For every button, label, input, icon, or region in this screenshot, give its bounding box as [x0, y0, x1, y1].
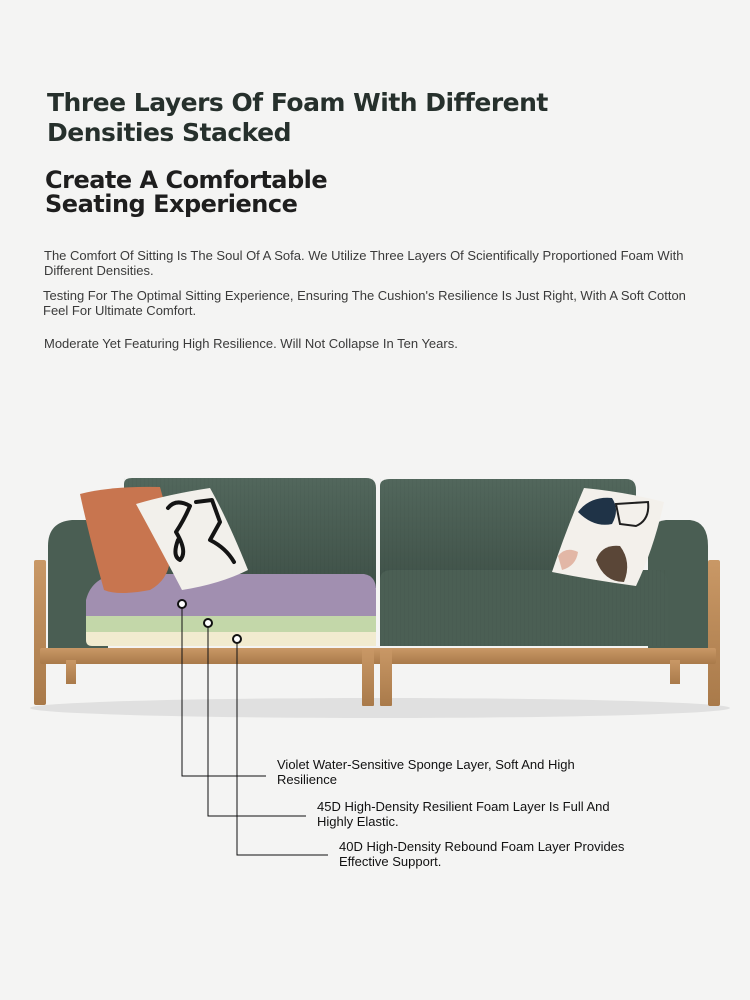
foam-layer-45d [86, 616, 376, 632]
description-paragraph-1: The Comfort Of Sitting Is The Soul Of A Sofa. We Utilize Three Layers Of Scientifically Proportioned Foam With Different Densities. [44, 248, 684, 278]
headline: Three Layers Of Foam With Different Densities Stacked [47, 88, 548, 147]
sofa-illustration [0, 440, 750, 730]
layer-label-45d: 45D High-Density Resilient Foam Layer Is Full And Highly Elastic. [317, 799, 610, 829]
description-paragraph-2: Testing For The Optimal Sitting Experience, Ensuring The Cushion's Resilience Is Just Right, With A Soft Cotton Feel For Ultimate Comfort. [43, 288, 686, 318]
layer-label-40d: 40D High-Density Rebound Foam Layer Provides Effective Support. [339, 839, 625, 869]
description-paragraph-3: Moderate Yet Featuring High Resilience. Will Not Collapse In Ten Years. [44, 336, 458, 351]
subheadline: Create A Comfortable Seating Experience [45, 166, 328, 218]
layer-label-violet: Violet Water-Sensitive Sponge Layer, Soft And High Resilience [277, 757, 575, 787]
foam-layer-40d [86, 632, 376, 646]
